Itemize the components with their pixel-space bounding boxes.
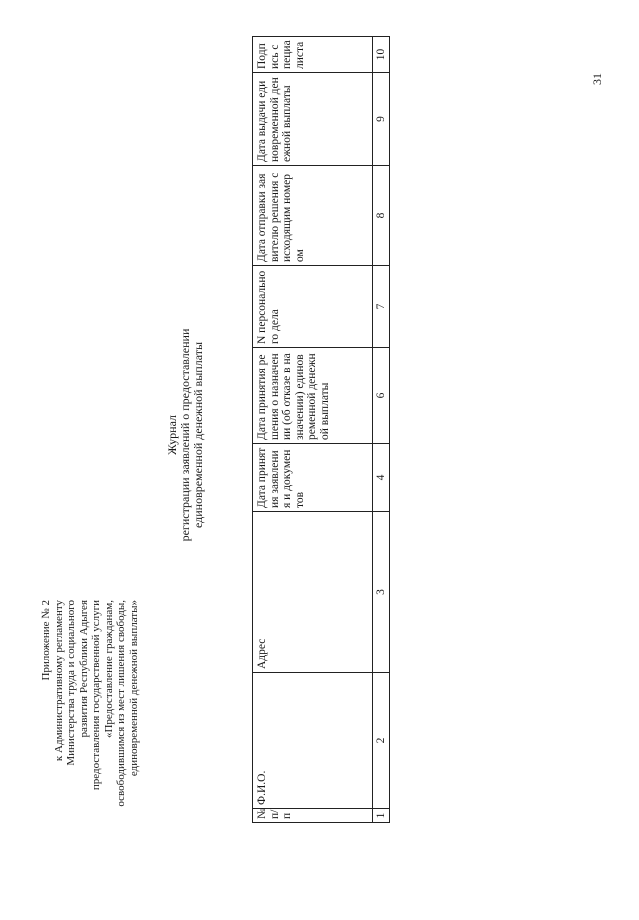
column-number-cell: 1 xyxy=(373,809,390,823)
journal-title-word: Журнал xyxy=(165,415,179,456)
annex-line: Министерства труда и социального xyxy=(65,600,77,766)
header-cell-address: Адрес xyxy=(253,512,373,673)
header-cell-application-date: Дата принятия заявления и документов xyxy=(253,444,373,512)
column-number-cell: 3 xyxy=(373,512,390,673)
annex-line: развития Республики Адыгея xyxy=(77,600,90,738)
column-number-cell: 4 xyxy=(373,444,390,512)
column-number-cell: 7 xyxy=(373,266,390,348)
header-cell-payment-date: Дата выдачи единовременной денежной выплаты xyxy=(253,73,373,166)
column-number-cell: 9 xyxy=(373,73,390,166)
header-cell-full-name: Ф.И.О. xyxy=(253,673,373,809)
header-cell-sending-date: Дата отправки заявителю решения с исходящим номером xyxy=(253,166,373,266)
journal-title-line: регистрации заявлений о предоставлении xyxy=(178,328,192,542)
header-cell-number: № п/п xyxy=(253,809,373,823)
journal-title xyxy=(166,265,205,605)
journal-title-line: единовременной денежной выплаты xyxy=(191,341,205,529)
column-number-cell: 8 xyxy=(373,166,390,266)
table-header-row xyxy=(253,37,373,823)
annex-line: «Предоставление гражданам, xyxy=(102,600,115,739)
column-number-cell: 10 xyxy=(373,37,390,73)
annex-line: единовременной денежной выплаты» xyxy=(127,600,140,777)
annex-line: к Административному регламенту xyxy=(52,600,65,762)
annex-line: Приложение № 2 xyxy=(40,600,52,681)
registration-journal-table xyxy=(252,36,390,823)
annex-line: освободившимся из мест лишения свободы, xyxy=(115,600,127,807)
page-number: 31 xyxy=(590,73,604,85)
header-cell-personal-file-number: N персонального дела xyxy=(253,266,373,348)
column-number-cell: 6 xyxy=(373,348,390,444)
annex-line: предоставления государственной услуги xyxy=(90,600,102,791)
header-cell-decision-date: Дата принятия решения о назначении (об отказе в назначении) единовременной денежной выплаты xyxy=(253,348,373,444)
header-cell-specialist-signature: Подпись специалиста xyxy=(253,37,373,73)
annex-header xyxy=(40,600,140,920)
column-number-cell: 2 xyxy=(373,673,390,809)
table-number-row xyxy=(373,37,390,823)
